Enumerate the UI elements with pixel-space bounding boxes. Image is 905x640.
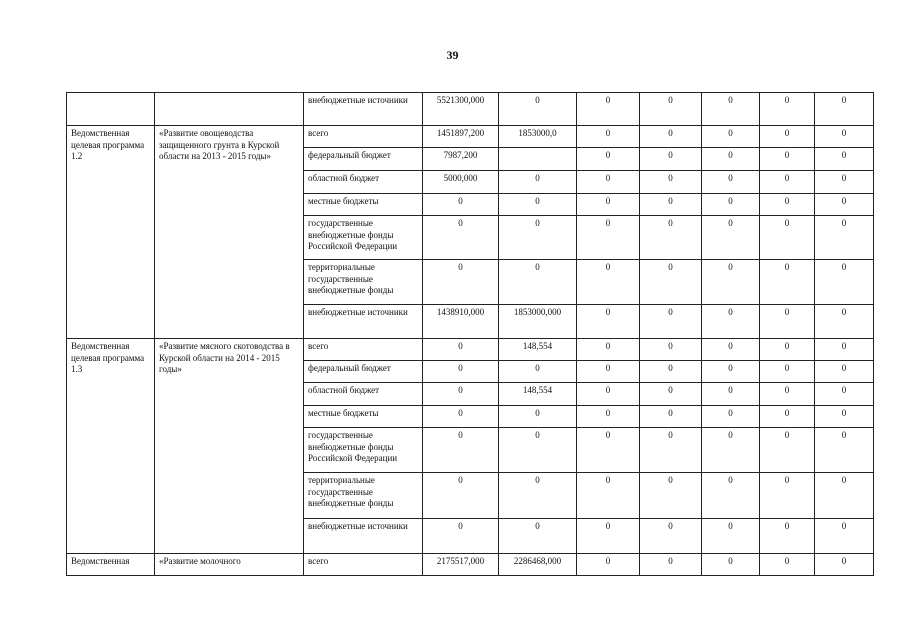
amount-cell: 0 — [702, 383, 760, 406]
amount-cell: 0 — [702, 148, 760, 171]
amount-cell: 0 — [640, 305, 702, 339]
funding-source-cell: всего — [304, 554, 423, 576]
amount-cell: 5000,000 — [423, 171, 499, 194]
amount-cell: 0 — [577, 93, 640, 126]
amount-cell: 7987,200 — [423, 148, 499, 171]
amount-cell: 0 — [760, 519, 815, 554]
funding-source-cell: внебюджетные источники — [304, 305, 423, 339]
amount-cell: 0 — [577, 519, 640, 554]
amount-cell: 0 — [423, 361, 499, 383]
table-row — [67, 339, 874, 361]
amount-cell: 0 — [760, 148, 815, 171]
amount-cell: 148,554 — [499, 339, 577, 361]
amount-cell: 0 — [760, 126, 815, 148]
amount-cell: 0 — [640, 361, 702, 383]
amount-cell: 0 — [760, 361, 815, 383]
amount-cell: 0 — [423, 194, 499, 216]
amount-cell: 0 — [702, 519, 760, 554]
page-number: 39 — [446, 48, 459, 62]
amount-cell: 0 — [423, 428, 499, 473]
amount-cell: 0 — [815, 554, 874, 576]
amount-cell: 0 — [499, 406, 577, 428]
amount-cell: 0 — [577, 126, 640, 148]
amount-cell: 0 — [815, 260, 874, 305]
amount-cell: 0 — [815, 339, 874, 361]
amount-cell: 0 — [815, 406, 874, 428]
amount-cell: 0 — [640, 428, 702, 473]
program-code-cell — [67, 93, 155, 126]
amount-cell: 0 — [499, 473, 577, 519]
amount-cell: 0 — [760, 93, 815, 126]
amount-cell: 0 — [640, 383, 702, 406]
amount-cell: 0 — [760, 339, 815, 361]
funding-source-cell: государственные внебюджетные фонды Российской Федерации — [304, 428, 423, 473]
budget-table — [66, 92, 874, 576]
amount-cell: 0 — [640, 260, 702, 305]
amount-cell: 0 — [423, 519, 499, 554]
amount-cell: 0 — [577, 194, 640, 216]
amount-cell: 0 — [760, 406, 815, 428]
amount-cell: 1853000,000 — [499, 305, 577, 339]
amount-cell: 0 — [815, 361, 874, 383]
amount-cell: 0 — [815, 216, 874, 260]
amount-cell: 0 — [577, 383, 640, 406]
amount-cell: 0 — [577, 554, 640, 576]
amount-cell: 0 — [423, 260, 499, 305]
amount-cell: 0 — [702, 361, 760, 383]
amount-cell: 0 — [760, 383, 815, 406]
amount-cell: 0 — [815, 383, 874, 406]
amount-cell: 0 — [423, 339, 499, 361]
funding-source-cell: всего — [304, 339, 423, 361]
amount-cell: 1853000,0 — [499, 126, 577, 148]
amount-cell: 0 — [499, 216, 577, 260]
amount-cell: 0 — [640, 126, 702, 148]
amount-cell: 0 — [577, 305, 640, 339]
amount-cell: 0 — [815, 305, 874, 339]
amount-cell: 0 — [702, 473, 760, 519]
funding-source-cell: местные бюджеты — [304, 194, 423, 216]
table-row — [67, 126, 874, 148]
amount-cell: 0 — [702, 406, 760, 428]
amount-cell: 0 — [423, 383, 499, 406]
amount-cell: 0 — [760, 305, 815, 339]
funding-source-cell: территориальные государственные внебюджетные фонды — [304, 473, 423, 519]
amount-cell: 0 — [499, 428, 577, 473]
program-code-cell: Ведомственная целевая программа 1.3 — [67, 339, 155, 554]
amount-cell: 2175517,000 — [423, 554, 499, 576]
amount-cell: 0 — [815, 519, 874, 554]
amount-cell: 0 — [760, 260, 815, 305]
amount-cell: 0 — [577, 361, 640, 383]
amount-cell: 0 — [640, 406, 702, 428]
funding-source-cell: федеральный бюджет — [304, 361, 423, 383]
amount-cell: 0 — [702, 554, 760, 576]
amount-cell: 0 — [702, 428, 760, 473]
amount-cell: 0 — [577, 260, 640, 305]
amount-cell: 0 — [760, 428, 815, 473]
amount-cell: 0 — [640, 148, 702, 171]
amount-cell: 0 — [577, 216, 640, 260]
amount-cell: 0 — [640, 473, 702, 519]
amount-cell: 0 — [702, 339, 760, 361]
funding-source-cell: областной бюджет — [304, 383, 423, 406]
amount-cell: 5521300,000 — [423, 93, 499, 126]
amount-cell: 0 — [640, 216, 702, 260]
amount-cell: 0 — [815, 194, 874, 216]
amount-cell: 0 — [760, 194, 815, 216]
amount-cell: 0 — [815, 428, 874, 473]
amount-cell: 0 — [499, 171, 577, 194]
amount-cell: 0 — [499, 361, 577, 383]
amount-cell: 0 — [815, 126, 874, 148]
table-row — [67, 554, 874, 576]
amount-cell: 0 — [499, 93, 577, 126]
amount-cell: 0 — [640, 194, 702, 216]
amount-cell: 0 — [702, 216, 760, 260]
amount-cell: 0 — [760, 554, 815, 576]
amount-cell: 0 — [499, 519, 577, 554]
amount-cell: 2286468,000 — [499, 554, 577, 576]
amount-cell: 0 — [577, 339, 640, 361]
amount-cell: 0 — [577, 428, 640, 473]
amount-cell: 0 — [702, 93, 760, 126]
amount-cell — [499, 148, 577, 171]
amount-cell: 0 — [702, 305, 760, 339]
funding-source-cell: местные бюджеты — [304, 406, 423, 428]
program-name-cell — [155, 93, 304, 126]
program-name-cell: «Развитие овощеводства защищенного грунта в Курской области на 2013 - 2015 годы» — [155, 126, 304, 339]
amount-cell: 0 — [702, 171, 760, 194]
amount-cell: 0 — [760, 473, 815, 519]
amount-cell: 0 — [815, 473, 874, 519]
funding-source-cell: областной бюджет — [304, 171, 423, 194]
amount-cell: 0 — [577, 148, 640, 171]
program-code-cell: Ведомственная — [67, 554, 155, 576]
amount-cell: 0 — [577, 473, 640, 519]
amount-cell: 0 — [815, 93, 874, 126]
amount-cell: 0 — [423, 473, 499, 519]
funding-source-cell: внебюджетные источники — [304, 519, 423, 554]
amount-cell: 0 — [499, 194, 577, 216]
program-name-cell: «Развитие мясного скотоводства в Курской области на 2014 - 2015 годы» — [155, 339, 304, 554]
amount-cell: 0 — [423, 406, 499, 428]
amount-cell: 148,554 — [499, 383, 577, 406]
table-row — [67, 93, 874, 126]
program-code-cell: Ведомственная целевая программа 1.2 — [67, 126, 155, 339]
amount-cell: 0 — [640, 519, 702, 554]
amount-cell: 0 — [815, 148, 874, 171]
amount-cell: 0 — [702, 260, 760, 305]
amount-cell: 0 — [499, 260, 577, 305]
amount-cell: 0 — [702, 126, 760, 148]
funding-source-cell: всего — [304, 126, 423, 148]
funding-source-cell: внебюджетные источники — [304, 93, 423, 126]
amount-cell: 1438910,000 — [423, 305, 499, 339]
amount-cell: 0 — [760, 171, 815, 194]
funding-source-cell: территориальные государственные внебюджетные фонды — [304, 260, 423, 305]
amount-cell: 0 — [577, 406, 640, 428]
funding-source-cell: государственные внебюджетные фонды Российской Федерации — [304, 216, 423, 260]
amount-cell: 0 — [815, 171, 874, 194]
amount-cell: 0 — [423, 216, 499, 260]
amount-cell: 1451897,200 — [423, 126, 499, 148]
amount-cell: 0 — [640, 339, 702, 361]
amount-cell: 0 — [702, 194, 760, 216]
amount-cell: 0 — [640, 554, 702, 576]
amount-cell: 0 — [760, 216, 815, 260]
amount-cell: 0 — [640, 171, 702, 194]
program-name-cell: «Развитие молочного — [155, 554, 304, 576]
funding-source-cell: федеральный бюджет — [304, 148, 423, 171]
amount-cell: 0 — [640, 93, 702, 126]
amount-cell: 0 — [577, 171, 640, 194]
